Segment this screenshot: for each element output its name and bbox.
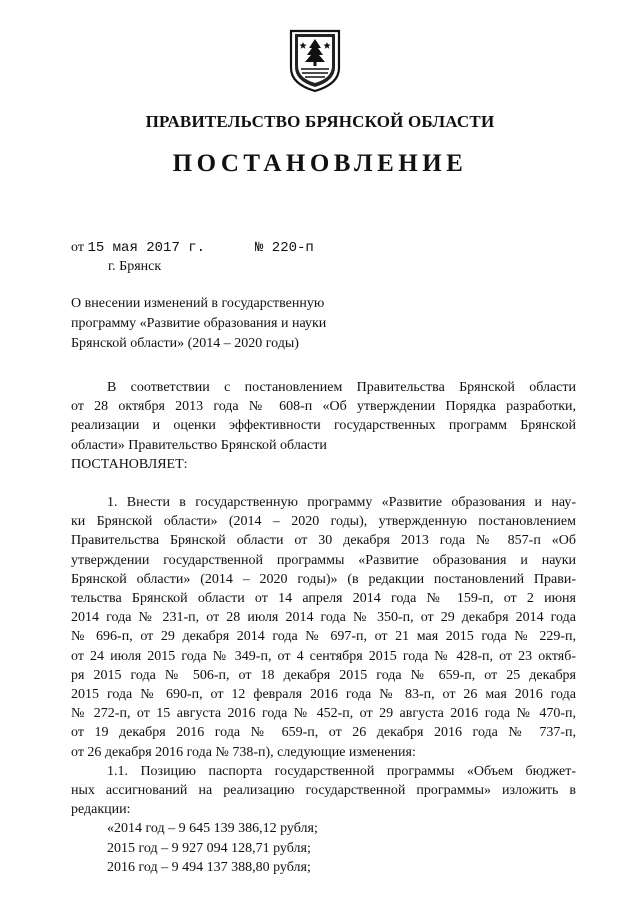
- item-1-paragraph: [71, 493, 576, 762]
- subject-line: Брянской области» (2014 – 2020 годы): [71, 336, 299, 351]
- document-number: № 220-п: [255, 240, 314, 256]
- item-1-1-line: 1.1. Позицию паспорта государственной программы «Объем бюджет-: [107, 763, 576, 779]
- preamble-line: реализации и оценки эффективности государственных программ Брянской: [71, 418, 576, 434]
- item-1-1-paragraph: [71, 762, 576, 820]
- item-1-line: от 19 декабря 2016 года № 659-п, от 26 декабря 2016 года № 737-п,: [71, 725, 576, 741]
- budget-amount-line: 2015 год – 9 927 094 128,71 рубля;: [107, 840, 311, 856]
- document-city: г. Брянск: [108, 259, 162, 274]
- item-1-line: № 696-п, от 29 декабря 2014 года № 697-п, от 21 мая 2015 года № 229-п,: [71, 629, 576, 645]
- bryansk-coat-of-arms-icon: [287, 28, 343, 94]
- organization-name: ПРАВИТЕЛЬСТВО БРЯНСКОЙ ОБЛАСТИ: [145, 112, 495, 131]
- item-1-line: ки Брянской области» (2014 – 2020 годы), утвержденную постановлением: [71, 514, 576, 530]
- document-date: 15 мая 2017 г.: [87, 240, 206, 256]
- preamble-line: от 28 октября 2013 года № 608-п «Об утверждении Порядка разработки,: [71, 399, 576, 415]
- item-1-line: Брянской области» (2014 – 2020 годы)» (в редакции постановлений Прави-: [71, 571, 576, 587]
- item-1-line: 1. Внести в государственную программу «Развитие образования и нау-: [107, 495, 576, 511]
- item-1-line: тельства Брянской области от 14 апреля 2014 года № 159-п, от 2 июня: [71, 591, 576, 607]
- budget-amount-line: 2016 год – 9 494 137 388,80 рубля;: [107, 859, 311, 875]
- document-body: [71, 378, 576, 877]
- item-1-line: 2015 года № 690-п, от 12 февраля 2016 года № 83-п, от 26 мая 2016 года: [71, 687, 576, 703]
- resolves-heading: ПОСТАНОВЛЯЕТ:: [71, 456, 188, 472]
- item-1-line: от 24 июля 2015 года № 349-п, от 4 сентября 2015 года № 428-п, от 23 октяб-: [71, 648, 576, 664]
- subject-line: О внесении изменений в государственную: [71, 296, 325, 311]
- item-1-1-line: редакции:: [71, 802, 131, 818]
- document-subject: [71, 294, 401, 354]
- subject-line: программу «Развитие образования и науки: [71, 316, 327, 331]
- preamble-line: В соответствии с постановлением Правительства Брянской области: [107, 380, 576, 395]
- item-1-line: 2014 года № 231-п, от 28 июля 2014 года № 350-п, от 29 декабря 2014 года: [71, 610, 576, 626]
- budget-amounts-list: [71, 819, 576, 877]
- date-prefix: от: [71, 240, 84, 255]
- item-1-line: ря 2015 года № 506-п, от 18 декабря 2015 года № 659-п, от 25 декабря: [71, 667, 576, 683]
- budget-amount-line: «2014 год – 9 645 139 386,12 рубля;: [107, 821, 318, 837]
- item-1-line: № 272-п, от 15 августа 2016 года № 452-п, от 29 августа 2016 года № 470-п,: [71, 706, 576, 722]
- item-1-line: от 26 декабря 2016 года № 738-п), следующие изменения:: [71, 744, 416, 760]
- document-title: ПОСТАНОВЛЕНИЕ: [172, 150, 468, 177]
- item-1-line: Правительства Брянской области от 30 декабря 2013 года № 857-п «Об: [71, 533, 576, 549]
- item-1-1-line: ных ассигнований на реализацию государственной программы» изложить в: [71, 783, 576, 799]
- item-1-line: утверждении государственной программы «Развитие образования и науки: [71, 552, 576, 568]
- preamble-line: области» Правительство Брянской области: [71, 437, 327, 453]
- document-date-line: [71, 240, 205, 256]
- preamble-paragraph: [71, 378, 576, 455]
